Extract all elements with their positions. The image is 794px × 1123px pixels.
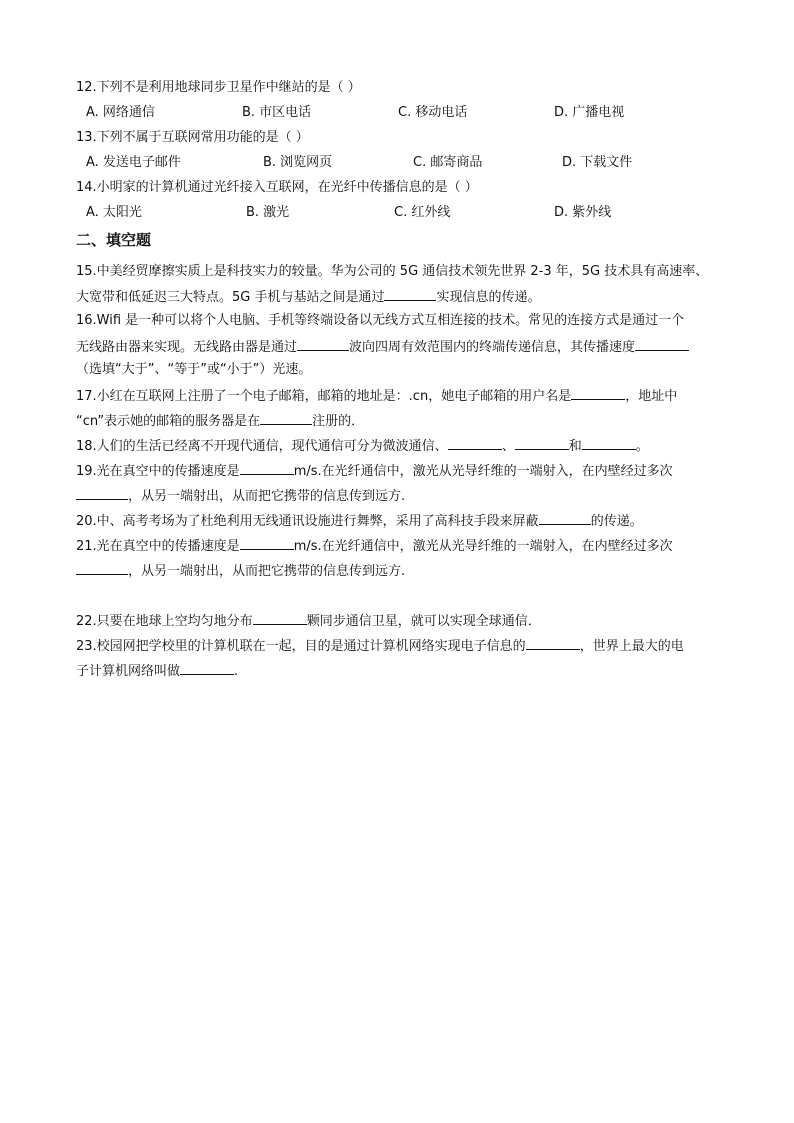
- q17-line-2: [76, 412, 364, 430]
- q17-line-1: [76, 387, 677, 405]
- q16-answer-blank-2[interactable]: [635, 338, 689, 351]
- q16-answer-blank-1[interactable]: [297, 338, 349, 351]
- q19-answer-blank-2[interactable]: [76, 487, 128, 500]
- q23-text-c: 子计算机网络叫做: [76, 664, 181, 679]
- q15-answer-blank[interactable]: [384, 288, 436, 301]
- q17-text-d: 注册的．: [312, 414, 365, 429]
- q21-answer-blank-1[interactable]: [240, 537, 294, 550]
- q15-line-2: [76, 288, 541, 306]
- q16-line-3: （选填“大于”、“等于”或“小于”）光速。: [76, 362, 312, 377]
- q15-text-b: 实现信息的传递。: [436, 290, 541, 305]
- q14-option-d: D. 紫外线: [554, 205, 612, 220]
- q12-option-b: B. 市区电话: [242, 105, 312, 120]
- q19-line-1: [76, 462, 673, 480]
- q23-answer-blank-2[interactable]: [180, 662, 234, 675]
- q23-line-1: [76, 637, 684, 655]
- q16-text-a: 无线路由器来实现。无线路由器是通过: [76, 340, 298, 355]
- q23-answer-blank-1[interactable]: [526, 637, 580, 650]
- q12-option-c: C. 移动电话: [398, 105, 468, 120]
- q18-line: [76, 437, 649, 455]
- q16-text-b: 波向四周有效范围内的终端传递信息，其传播速度: [349, 340, 636, 355]
- q21-line-1: [76, 537, 673, 555]
- q18-answer-blank-3[interactable]: [582, 437, 636, 450]
- q20-line: [76, 512, 643, 530]
- q12-option-d: D. 广播电视: [554, 105, 625, 120]
- q20-answer-blank[interactable]: [539, 512, 591, 525]
- q22-line: [76, 612, 541, 630]
- q21-text-c: ，从另一端射出，从而把它携带的信息传到远方.: [128, 564, 406, 579]
- q17-text-a: 17.小红在互联网上注册了一个电子邮箱，邮箱的地址是：.cn，她电子邮箱的用户名是: [76, 389, 572, 404]
- q18-text-d: 。: [635, 439, 649, 454]
- q14-option-a: A. 太阳光: [86, 205, 142, 220]
- q14-option-c: C. 红外线: [394, 205, 451, 220]
- q18-text-b: 、: [501, 439, 515, 454]
- q23-text-a: 23.校园网把学校里的计算机联在一起，目的是通过计算机网络实现电子信息的: [76, 639, 526, 654]
- section-title: 二、填空题: [76, 231, 152, 249]
- q17-answer-blank-1[interactable]: [571, 387, 625, 400]
- q21-line-2: [76, 562, 405, 580]
- q19-text-a: 19.光在真空中的传播速度是: [76, 464, 240, 479]
- q22-text-b: 颗同步通信卫星，就可以实现全球通信．: [306, 614, 541, 629]
- q19-text-c: ，从另一端射出，从而把它携带的信息传到远方.: [128, 489, 406, 504]
- q12-option-a: A. 网络通信: [86, 105, 155, 120]
- q19-line-2: [76, 487, 405, 505]
- q23-text-d: .: [234, 664, 239, 679]
- q13-option-b: B. 浏览网页: [263, 155, 333, 170]
- q21-text-a: 21.光在真空中的传播速度是: [76, 539, 240, 554]
- q22-answer-blank[interactable]: [253, 612, 307, 625]
- q18-answer-blank-2[interactable]: [515, 437, 569, 450]
- q17-text-c: “cn”表示她的邮箱的服务器是在: [76, 414, 261, 429]
- question-13-stem: 13.下列不属于互联网常用功能的是（ ）: [76, 130, 309, 145]
- q15-line-1: 15.中美经贸摩擦实质上是科技实力的较量。华为公司的 5G 通信技术领先世界 2-3 年，5G 技术具有高速率、: [76, 264, 709, 279]
- q21-answer-blank-2[interactable]: [76, 562, 128, 575]
- q21-text-b: m/s.在光纤通信中，激光从光导纤维的一端射入，在内壁经过多次: [293, 539, 673, 554]
- q14-option-b: B. 激光: [246, 205, 290, 220]
- q23-line-2: [76, 662, 238, 680]
- question-12-stem: 12.下列不是利用地球同步卫星作中继站的是（ ）: [76, 80, 361, 95]
- q16-line-1: 16.Wifi 是一种可以将个人电脑、手机等终端设备以无线方式互相连接的技术。常见的连接方式是通过一个: [76, 313, 685, 328]
- q13-option-c: C. 邮寄商品: [413, 155, 483, 170]
- q17-text-b: ，地址中: [625, 389, 678, 404]
- question-13-options: [86, 155, 726, 171]
- q15-text-a: 大宽带和低延迟三大特点。5G 手机与基站之间是通过: [76, 290, 385, 305]
- q20-text-a: 20.中、高考考场为了杜绝利用无线通讯设施进行舞弊，采用了高科技手段来屏蔽: [76, 514, 539, 529]
- q22-text-a: 22.只要在地球上空均匀地分布: [76, 614, 253, 629]
- question-14-options: [86, 205, 726, 221]
- question-12-options: [86, 105, 726, 121]
- q13-option-d: D. 下载文件: [562, 155, 633, 170]
- q19-text-b: m/s.在光纤通信中，激光从光导纤维的一端射入，在内壁经过多次: [293, 464, 673, 479]
- question-14-stem: 14.小明家的计算机通过光纤接入互联网，在光纤中传播信息的是（ ）: [76, 180, 478, 195]
- q18-answer-blank-1[interactable]: [448, 437, 502, 450]
- q18-text-c: 和: [568, 439, 582, 454]
- q17-answer-blank-2[interactable]: [260, 412, 312, 425]
- q18-text-a: 18.人们的生活已经离不开现代通信，现代通信可分为微波通信、: [76, 439, 448, 454]
- q20-text-b: 的传递。: [590, 514, 643, 529]
- q16-line-2: [76, 338, 689, 356]
- q23-text-b: ，世界上最大的电: [579, 639, 684, 654]
- q13-option-a: A. 发送电子邮件: [86, 155, 181, 170]
- q19-answer-blank-1[interactable]: [240, 462, 294, 475]
